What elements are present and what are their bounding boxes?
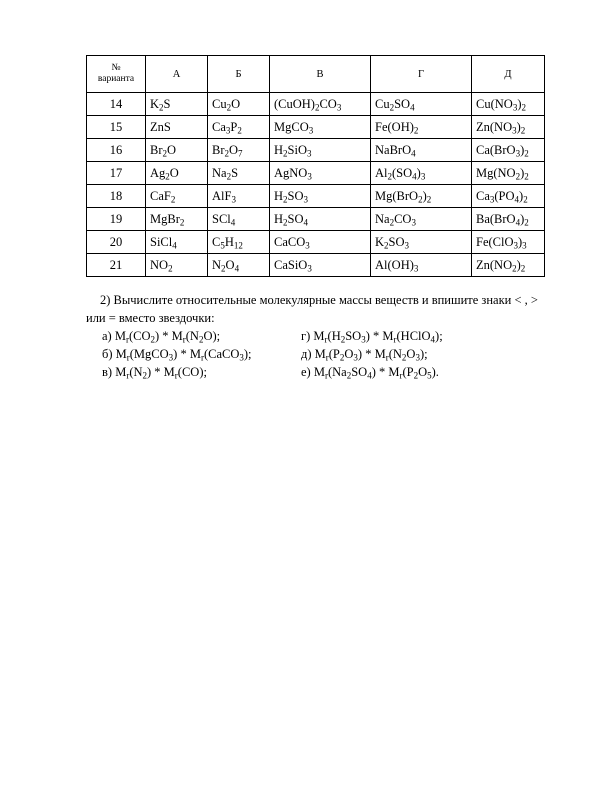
header-col-a: А [146,56,208,93]
header-col-d: Д [472,56,545,93]
formula-cell: $Br_2O_7$ [208,139,270,162]
formula-cell: $Fe(OH)_2$ [371,116,472,139]
table-row [87,208,545,231]
comparison-item: г) $M_r(H_2SO_3)$ * $M_r(HClO_4)$; [301,329,443,345]
formula-cell: CaCO$_3$ [270,231,371,254]
comparison-item: а) $M_r(CO_2) * M_r(N_2O)$; [102,329,221,345]
header-num-line1: № [111,63,121,73]
formula-cell: $(CuOH)_2CO_3$ [270,93,371,116]
comparison-item: д) $M_r(P_2O_3) * M_r(N_2O_3)$; [301,347,428,363]
formula-cell: NaBrO$_4$ [371,139,472,162]
comparison-item: е) $M_r(Na_2SO_4) * M_r(P_2O_5)$. [301,365,439,381]
formula-cell: $Ag_2O$ [146,162,208,185]
task-intro: 2) Вычислите относительные молекулярные массы веществ и впишите знаки < , > или = вместо звездочки: [86,293,538,325]
formula-cell: AgNO$_3$ [270,162,371,185]
variant-number: 17 [87,162,146,185]
table-header-row [87,56,545,93]
formula-cell: $Ca_3(PO_4)_2$ [472,185,545,208]
formula-cell: $H_2SO_4$ [270,208,371,231]
variant-number: 14 [87,93,146,116]
task-2 [86,292,556,327]
header-col-v: В [270,56,371,93]
table-row [87,93,545,116]
formula-cell: $Cu_2O$ [208,93,270,116]
formula-cell: SCl$_4$ [208,208,270,231]
table-row [87,254,545,277]
formula-cell: CaSiO$_3$ [270,254,371,277]
formula-cell: $H_2SO_3$ [270,185,371,208]
formula-cell: $Ca_3P_2$ [208,116,270,139]
variant-number: 15 [87,116,146,139]
variant-number: 19 [87,208,146,231]
formula-cell: MgBr$_2$ [146,208,208,231]
formula-cell: $Cu_2SO_4$ [371,93,472,116]
table-row [87,139,545,162]
comparison-item: в) $M_r(N_2) * M_r(CO)$; [102,365,207,381]
table-row [87,116,545,139]
formula-cell: $Br_2O$ [146,139,208,162]
formula-cell: MgCO$_3$ [270,116,371,139]
variant-number: 20 [87,231,146,254]
formula-cell: $Cu(NO_3)_2$ [472,93,545,116]
header-col-b: Б [208,56,270,93]
formula-cell: $Mg(BrO_2)_2$ [371,185,472,208]
table-row [87,162,545,185]
formula-cell: $Na_2CO_3$ [371,208,472,231]
comparison-item: б) $M_r(MgCO_3)$ * $M_r(CaCO_3)$; [102,347,252,363]
variants-table [86,55,545,277]
variant-number: 16 [87,139,146,162]
variant-number: 21 [87,254,146,277]
variant-number: 18 [87,185,146,208]
formula-cell: $Ca(BrO_3)_2$ [472,139,545,162]
formula-cell: $Zn(NO_2)_2$ [472,254,545,277]
formula-cell: AlF$_3$ [208,185,270,208]
table-row [87,185,545,208]
header-variant-number [87,56,146,93]
formula-cell: $Fe(ClO_3)_3$ [472,231,545,254]
formula-cell: $Al_2(SO_4)_3$ [371,162,472,185]
table-body [87,93,545,277]
formula-cell: CaF$_2$ [146,185,208,208]
formula-cell: $Zn(NO_3)_2$ [472,116,545,139]
formula-cell: $Mg(NO_2)_2$ [472,162,545,185]
formula-cell: $Al(OH)_3$ [371,254,472,277]
table-row [87,231,545,254]
formula-cell: $NO_2$ [146,254,208,277]
formula-cell: SiCl$_4$ [146,231,208,254]
formula-cell: $H_2SiO_3$ [270,139,371,162]
formula-cell: ZnS [146,116,208,139]
formula-cell: $N_2O_4$ [208,254,270,277]
formula-cell: $K_2SO_3$ [371,231,472,254]
formula-cell: $Ba(BrO_4)_2$ [472,208,545,231]
header-num-line2: варианта [97,74,135,84]
formula-cell: $K_2S$ [146,93,208,116]
formula-cell: $C_5H_{12}$ [208,231,270,254]
formula-cell: $Na_2S$ [208,162,270,185]
header-col-g: Г [371,56,472,93]
